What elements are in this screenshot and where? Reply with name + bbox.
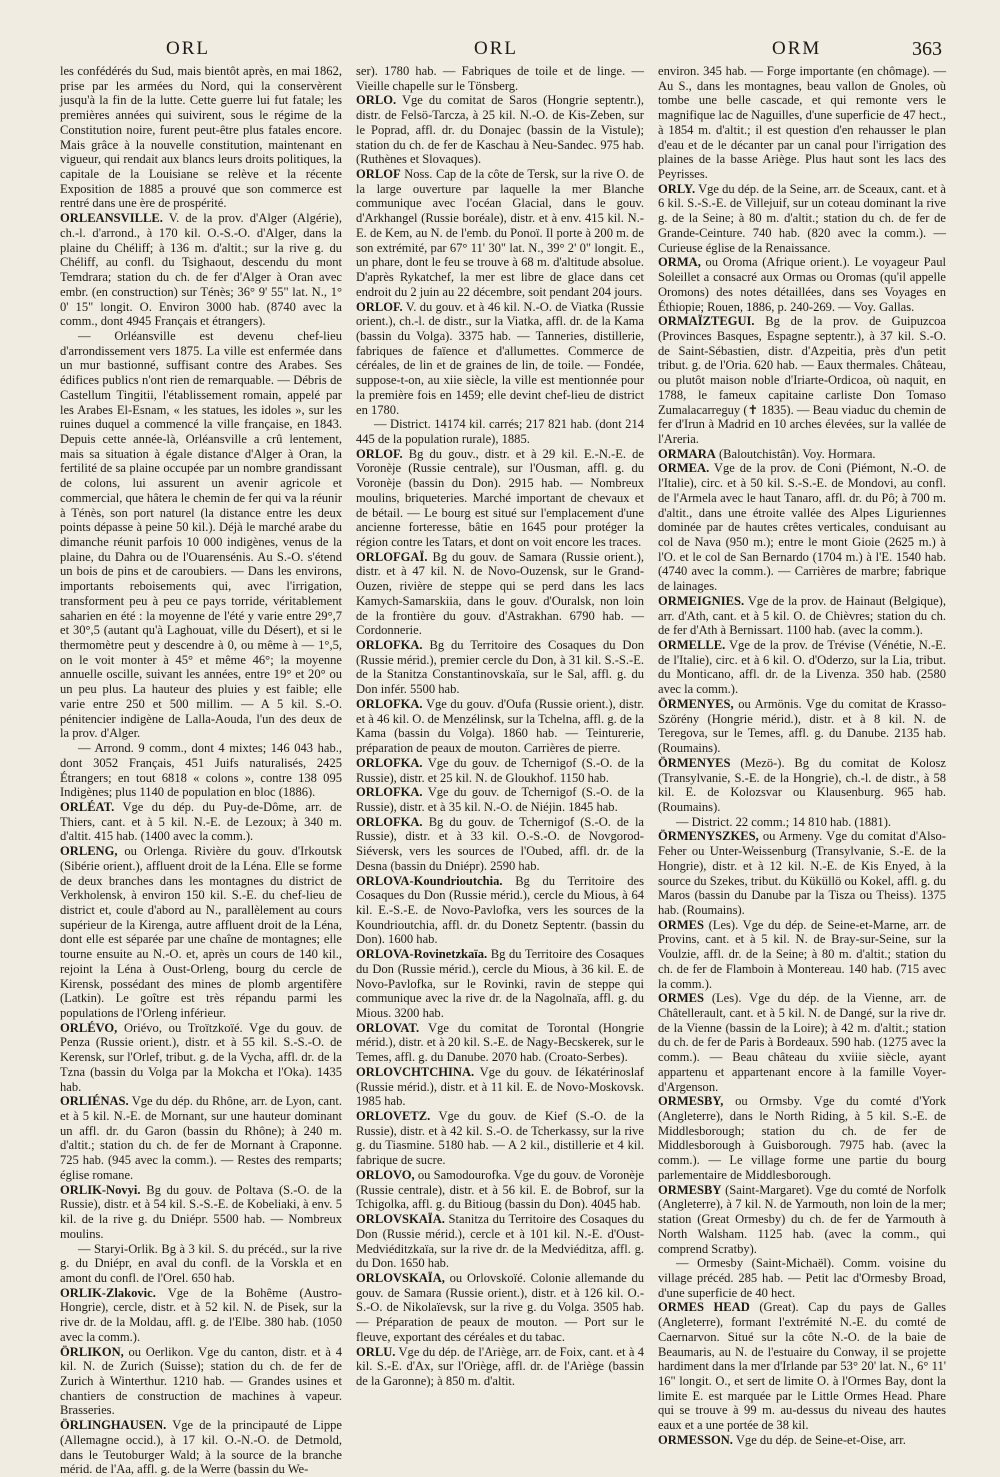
entry-headword: ORMEIGNIES. (658, 593, 745, 608)
entry-text: Vge du dép. de l'Ariège, arr. de Foix, cant. et à 4 kil. S.-E. d'Ax, sur l'Oriège, affl. dr. de l'Ariège (bassin de la Garonne); à 850 m. d'altit. (356, 1344, 644, 1388)
entry-text: — District. 14174 kil. carrés; 217 821 hab. (dont 214 445 de la population rurale), 1885. (356, 417, 644, 446)
entry-headword: ÖRMENYES, (658, 696, 734, 711)
entry-headword: ORLOF (356, 167, 401, 182)
entry-text: (Baloutchistân). Voy. Hormara. (719, 446, 876, 461)
entry-text: environ. 345 hab. — Forge importante (en chômage). — Au S., dans les montagnes, beau vallon de Gnoles, où tombe une belle cascade, et qui remonte vers le magnifique lac de Naguilles, d'une superficie de 47 hect., à 1854 m. d'altit.; il est question d'en rehausser le plan d'eau et de le décanter par un canal pour l'irrigation des plaines de la basse Ariège. Plus haut sont les lacs des Peyrisses. (658, 64, 946, 182)
dictionary-entry (356, 417, 644, 446)
entry-headword: ORLOVSKAÏA, (356, 1270, 445, 1285)
entry-text: Vge du comitat de Torontal (Hongrie mérid.), distr. et à 20 kil. S.-E. de Nagy-Becskerek, sur le Temes, affl. g. du Danube. 2070 hab. (Croato-Serbes). (356, 1020, 644, 1065)
dictionary-entry (356, 447, 644, 550)
entry-text: Vge du comitat de Saros (Hongrie septentr.), distr. de Felsö-Tarcza, à 25 kil. N.-O. de Kis-Zeben, sur le Poprad, affl. dr. du Donajec (bassin de la Vistule); station du ch. de fer de Kaschau à Neu-Sandec. 975 hab. (Ruthènes et Slovaques). (356, 93, 644, 167)
entry-text: ou Samodourofka. Vge du gouv. de Voronèje (Russie centrale), distr. et à 56 kil. E. de Bobrof, sur la Tchigolka, affl. g. du Bitioug (bassin du Don). 4045 hab. (356, 1167, 644, 1212)
entry-headword: ORLOF. (356, 446, 403, 461)
dictionary-entry (60, 741, 342, 800)
entry-text: ou Armeny. Vge du comitat d'Also-Feher ou Unter-Weissenburg (Transylvanie, S.-E. de la Hongrie), distr. et à 12 kil. N.-E. de Kis Enyed, à la source du Szekes, tribut. du Küküllö ou Kokel, affl. g. du Maros (bassin du Danube par la Tisza ou Theiss). 1375 hab. (Roumains). (658, 829, 946, 917)
entry-text: (Les). Vge du dép. de la Vienne, arr. de Châtellerault, cant. et à 5 kil. N. de Dangé, sur la rive dr. de la Vienne (bassin de la Loire); à 42 m. d'altit.; station du ch. de fer de Paris à Bordeaux. 590 hab. (1275 avec la comm.). — Beau château du xviiie siècle, ayant appartenu et appartenant encore à la famille Voyer-d'Argenson. (658, 991, 946, 1094)
dictionary-entry (60, 1242, 342, 1286)
entry-headword: ORMESBY (658, 1182, 722, 1197)
entry-text: Vge de la Bohême (Austro-Hongrie), cercle, distr. et à 52 kil. N. de Pisek, sur la rive dr. de la Moldau, affl. g. de l'Elbe. 380 hab. (1050 avec la comm.). (60, 1285, 342, 1344)
page-number: 363 (912, 38, 942, 60)
dictionary-entry (658, 314, 946, 446)
dictionary-entry (356, 815, 644, 874)
entry-headword: ORLIK-Novyi. (60, 1182, 141, 1197)
dictionary-entry (356, 550, 644, 638)
entry-headword: ORMA, (658, 255, 701, 270)
dictionary-entry (356, 1168, 644, 1212)
entry-headword: ORLOVAT. (356, 1020, 420, 1035)
entry-headword: ORLY. (658, 181, 696, 196)
entry-headword: ORLU. (356, 1344, 396, 1359)
dictionary-entry (60, 64, 342, 211)
dictionary-entry (356, 1271, 644, 1345)
dictionary-entry (658, 697, 946, 756)
entry-text: Vge de la principauté de Lippe (Allemagne occid.), à 17 kil. O.-N.-O. de Detmold, dans le Teutoburger Wald; à la source de la branche mérid. de l'Aa, affl. g. de la Werre (bassin du We- (60, 1418, 342, 1477)
dictionary-entry (60, 844, 342, 1021)
dictionary-entry (658, 829, 946, 917)
dictionary-entry (658, 1256, 946, 1300)
entry-headword: ORLOFKA. (356, 696, 423, 711)
entry-headword: ORLOFKA. (356, 638, 423, 653)
entry-text: (Les). Vge du dép. de Seine-et-Marne, arr. de Provins, cant. et à 5 kil. N. de Bray-sur-Seine, sur la Voulzie, affl. dr. de la Seine; à 80 m. d'altit.; station du ch. de fer de Flamboin à Montereau. 140 hab. (715 avec la comm.). (658, 917, 947, 991)
entry-headword: ÖRMENYES (658, 755, 731, 770)
dictionary-entry (658, 255, 946, 314)
entry-text: ou Oroma (Afrique orient.). Le voyageur Paul Soleillet a consacré aux Ormas ou Oromas (qu'il appelle Oromons) des notes détaillées, dans ses Voyages en Éthiopie; Rouen, 1886, p. 240-269. — Voy. Gallas. (658, 255, 946, 314)
dictionary-entry (658, 1183, 946, 1257)
dictionary-entry (658, 182, 946, 256)
dictionary-entry (60, 800, 342, 844)
dictionary-entry (60, 211, 342, 329)
entry-text: Oriévo, ou Troïtzkoïé. Vge du gouv. de Penza (Russie orient.), distr. et à 55 kil. S.-S.-O. de Kerensk, sur l'Orlef, tribut. g. de la Vycha, affl. dr. de la Tzna (bassin du Volga par la Mokcha et l'Oka). 1435 hab. (60, 1020, 342, 1094)
dictionary-entry (658, 756, 946, 815)
entry-text: ou Oerlikon. Vge du canton, distr. et à 4 kil. N. de Zurich (Suisse); station du ch. de fer de Zurich à Winterthur. 1210 hab. — Grandes usines et chantiers de construction de machines à vapeur. Brasseries. (60, 1344, 342, 1418)
entry-headword: ORLÉVO, (60, 1020, 118, 1035)
dictionary-entry (658, 64, 946, 182)
entry-text: ou Orlenga. Rivière du gouv. d'Irkoutsk (Sibérie orient.), affluent droit de la Léna. Elle se forme de deux branches dans les montagnes du district de Verkholensk, à environ 150 kil. S.-E. du chef-lieu de district et, coule d'abord au N., parallèlement au cours supérieur de la Kirenga, autre affluent droit de la Léna, dont elle est séparée par une chaîne de montagnes; elle tourne ensuite au N.-O. et, après un cours de 140 kil., rejoint la Léna à Oust-Orleng, bourg du cercle de Kirensk, possédant des mines de plomb argentifère (Latkin). Le goître est très répandu parmi les populations de l'Orleng inférieur. (60, 844, 342, 1020)
entry-headword: ORLOF. (356, 299, 403, 314)
dictionary-entry (60, 1345, 342, 1419)
dictionary-entry (60, 1021, 342, 1095)
entry-headword: ORLOFGAÏ. (356, 549, 428, 564)
dictionary-entry (356, 756, 644, 785)
dictionary-entry (658, 918, 946, 992)
entry-text: Vge du gouv. de Tchernigof (S.-O. de la Russie), distr. et 25 kil. N. de Gloukhof. 1150 hab. (356, 755, 644, 785)
dictionary-entry (356, 697, 644, 756)
dictionary-entry (60, 1418, 342, 1477)
entry-text: Bg du gouv., distr. et à 29 kil. E.-N.-E. de Voronèje (Russie centrale), sur l'Ousman, affl. g. du Voronèje (bassin du Don). 2915 hab. — Nombreux moulins, briqueteries. Marché important de chevaux et de bétail. — Le bourg est situé sur l'emplacement d'une ancienne forteresse, bâtie en 1645 pour protéger la région contre les Tatars, et dont on voit encore les traces. (356, 446, 644, 549)
entry-text: Vge du gouv. de Kief (S.-O. de la Russie), distr. et à 42 kil. S.-O. de Tcherkassy, sur la rive g. du Tiasmine. 5180 hab. — A 2 kil., distillerie et 4 kil. fabrique de sucre. (356, 1109, 644, 1168)
entry-headword: ORLOVA-Rovinetzkaïa. (356, 947, 488, 962)
dictionary-entry (658, 638, 946, 697)
entry-text: — Orléansville est devenu chef-lieu d'arrondissement vers 1875. La ville est enfermée dans un mur bastionné, suffisant contre des Arabes. Ses édifices publics n'ont rien de remarquable. — Débris de Castellum Tingitii, l'établissement romain, appelé par les Arabes El-Esnam, « les statues, les idoles », sur les ruines duquel a commencé la ville française, en 1843. Depuis cette année-là, Orléansville a crû lentement, mais sa situation à égale distance d'Alger à Oran, la fertilité de sa plaine occupée par un nombre grandissant de colons, lui assurent un avenir agricole et commercial, que hâtera le chemin de fer qui va la réunir à Ténès, son port naturel (la distance entre les deux points dépasse à peine 50 kil.). Déjà le marché arabe du dimanche réunit parfois 10 000 indigènes, venus de la plaine, du Dahra ou de l'Ouarensénis. Au S.-O. s'étend un bois de pins et de caroubiers. — Dans les environs, importants reboisements qui, avec l'irrigation, transforment peu à peu ce pays torride, véritablement saharien en été : la moyenne de l'été y varie entre 29°,7 et 30°,5 (autant qu'à Laghouat, ville du Désert), et si le thermomètre peut y descendre à 0, ou même à — 1°,5, on le voit monter à 45° et même 46°; la moyenne annuelle oscille, suivant les années, entre 19° et 20° ou un peu plus. La hauteur des pluies y est faible; elle varie entre 250 et 500 millim. — A 5 kil. S.-O. pénitencier indigène de Lalla-Aouda, l'un des deux de la prov. d'Alger. (60, 328, 342, 741)
entry-text: ser). 1780 hab. — Fabriques de toile et de linge. — Vieille chapelle sur le Tönsberg. (356, 64, 644, 93)
entry-headword: ORLOVO, (356, 1167, 415, 1182)
entry-text: Vge de la prov. de Hainaut (Belgique), arr. d'Ath, cant. et à 5 kil. O. de Chièvres; station du ch. de fer d'Ath à Bernissart. 1100 hab. (avec la comm.). (658, 593, 946, 638)
dictionary-entry (658, 1300, 946, 1432)
entry-text: V. de la prov. d'Alger (Algérie), ch.-l. d'arrond., à 170 kil. O.-S.-O. d'Alger, dans la plaine du Chéliff; à 136 m. d'altit.; sur la rive g. du Chéliff, au confl. du Tsighaout, descendu du mont Temdrara; station du ch. de fer d'Alger à Oran avec embr. (en construction) sur Ténès; 36° 9' 55" lat. N., 1° 0' 15" longit. O. Environ 3000 hab. (8740 avec la comm., dont 4945 Français et étrangers). (60, 211, 342, 329)
dictionary-entry (356, 64, 644, 93)
entry-headword: ORLOFKA. (356, 785, 423, 800)
text-column-1 (60, 64, 342, 1477)
entry-headword: ORMAÏZTEGUI. (658, 314, 755, 329)
entry-headword: ORLO. (356, 93, 397, 108)
dictionary-entry (356, 1212, 644, 1271)
entry-text: Bg du Territoire des Cosaques du Don (Russie mérid.), premier cercle du Don, à 31 kil. S.-S.-E. de la Stanitza Constantinovskaïa, sur le Sal, affl. g. du Don infér. 5500 hab. (356, 638, 644, 697)
entry-headword: ORLOVA-Koundrioutchia. (356, 873, 503, 888)
running-head-middle: ORL (474, 38, 518, 59)
entry-headword: ORLIÉNAS. (60, 1094, 129, 1109)
entry-text: Vge du dép. de Seine-et-Oise, arr. (735, 1432, 906, 1447)
entry-text: Vge de la prov. de Coni (Piémont, N.-O. de l'Italie), circ. et à 50 kil. S.-S.-E. de Mondovi, au confl. de l'Armela avec le haut Tanaro, affl. dr. du Pô; à 700 m. d'altit., dans une étroite vallée des Alpes Liguriennes dominée par de hautes crêtes verticales, conduisant au col de Nava (950 m.); entre le mont Gioie (2625 m.) à l'O. et le col de San Bernardo (1704 m.) à l'E. 1540 hab. (4740 avec la comm.). — Carrières de marbre; fabrique de lainages. (658, 461, 946, 594)
entry-text: (Mezö-). Bg du comitat de Kolosz (Transylvanie, S.-E. de la Hongrie), ch.-l. de distr., à 58 kil. E. de Kolozsvar ou Klausenburg. 965 hab. (Roumains). (658, 755, 946, 814)
entry-text: ou Orlovskoïé. Colonie allemande du gouv. de Samara (Russie orient.), distr. et à 126 kil. O.-S.-O. de Nikolaïevsk, sur la rive g. du Volga. 3505 hab. — Préparation de peaux de mouton. — Port sur le fleuve, exportant des céréales et du tabac. (356, 1270, 644, 1344)
entry-headword: ORLOFKA. (356, 814, 423, 829)
entry-text: Bg du gouv. de Poltava (S.-O. de la Russie), distr. et à 54 kil. S.-S.-E. de Kobeliaki, à env. 5 kil. de la rive g. du Dniépr. 5500 hab. — Nombreux moulins. (60, 1182, 342, 1241)
entry-headword: ORLENG, (60, 844, 118, 859)
entry-headword: ORLÉAT. (60, 799, 115, 814)
entry-headword: ORMES (658, 991, 705, 1006)
entry-text: les confédérés du Sud, mais bientôt après, en mai 1862, prise par les armées du Nord, qui la conservèrent jusqu'à la fin de la lutte. Cette guerre lui fut fatale; les premières années qui suivirent, sous le régime de la Constitution noire, furent peut-être plus fatales encore. Mais grâce à la nouvelle constitution, maintenant en vigueur, qui rendait aux blancs leurs droits politiques, la capitale de la Louisiane se relève et la récente Exposition de 1885 a prouvé que son commerce est rentré dans une ère de prospérité. (60, 64, 342, 211)
dictionary-entry (60, 329, 342, 741)
entry-headword: ÖRLINGHAUSEN. (60, 1418, 167, 1433)
entry-headword: ORMES HEAD (658, 1300, 750, 1315)
dictionary-entry (356, 167, 644, 299)
dictionary-entry (658, 1094, 946, 1182)
dictionary-entry (658, 447, 946, 462)
entry-text: Bg du Territoire des Cosaques du Don (Russie mérid.), cercle du Mious, à 64 kil. E.-S.-E. de Novo-Pavlofka, vers les sources de la Koundrioutchia, affl. dr. du Donetz Septentr. (bassin du Don). 1600 hab. (356, 873, 644, 947)
entry-text: V. du gouv. et à 46 kil. N.-O. de Viatka (Russie orient.), ch.-l. de distr., sur la Viatka, affl. dr. de la Kama (bassin du Volga). 3375 hab. — Tanneries, distillerie, fabriques de faïence et d'allumettes. Commerce de céréales, de lin et de graines de lin, de toile. — Fondée, suppose-t-on, au xiie siècle, la ville est mentionnée pour la première fois en 1459; elle devint chef-lieu de district en 1780. (356, 299, 644, 417)
entry-headword: ORMEA. (658, 461, 710, 476)
entry-text: Vge du gouv. de Tchernigof (S.-O. de la Russie), distr. et à 35 kil. N.-O. de Niéjin. 1845 hab. (356, 785, 644, 814)
entry-text: — Arrond. 9 comm., dont 4 mixtes; 146 043 hab., dont 3052 Français, 451 Juifs naturalisés, 2425 Étrangers; en tout 6818 « colons », contre 138 095 Indigènes; plus 1140 de population en bloc (1886). (60, 741, 342, 800)
entry-text: Vge du gouv. de Iékatérinoslaf (Russie mérid.), distr. et à 11 kil. E. de Novo-Moskovsk. 1985 hab. (356, 1064, 644, 1109)
entry-headword: ORMES (658, 917, 705, 932)
dictionary-entry (60, 1183, 342, 1242)
dictionary-entry (356, 1021, 644, 1065)
dictionary-entry (658, 461, 946, 593)
entry-text: Stanitza du Territoire des Cosaques du Don (Russie mérid.), cercle et à 101 kil. N.-E. d'Oust-Medviéditzkaïa, sur la rive dr. de la Medviéditza, affl. g. du Don. 1650 hab. (356, 1212, 644, 1271)
entry-text: Noss. Cap de la côte de Tersk, sur la rive O. de la large ouverture par laquelle la mer Blanche communique avec l'océan Glacial, dans le gouv. d'Arkhangel (Russie boréale), distr. et à env. 415 kil. N.-E. de Kem, au N. de l'emb. du Ponoï. Il porte à 200 m. de son extrémité, par 67° 11' 30" lat. N., 39° 2' 0" longit. E., un phare, dont le feu se trouve à 68 m. d'altitude absolue. D'après Rykatchef, la mer est libre de glace dans cet endroit du 2 juin au 22 décembre, soit pendant 204 jours. (356, 167, 644, 299)
dictionary-entry (658, 991, 946, 1094)
text-column-2 (356, 64, 645, 1388)
dictionary-entry (356, 947, 644, 1021)
dictionary-entry (658, 1433, 946, 1448)
entry-text: — Ormesby (Saint-Michaël). Comm. voisine du village précéd. 285 hab. — Petit lac d'Ormesby Broad, d'une superficie de 40 hect. (658, 1256, 946, 1300)
entry-headword: ORMESBY, (658, 1094, 724, 1109)
entry-text: Vge du gouv. d'Oufa (Russie orient.), distr. et à 46 kil. O. de Menzélinsk, sur la Tchelna, affl. g. de la Kama (bassin du Volga). 1860 hab. — Teinturerie, préparation de peaux de mouton. Carrières de pierre. (356, 696, 644, 756)
dictionary-entry (60, 1286, 342, 1345)
entry-text: Vge du dép. du Rhône, arr. de Lyon, cant. et à 5 kil. N.-E. de Mornant, sur une hauteur dominant un affl. dr. du Garon (bassin du Rhône); à 240 m. d'altit.; station du ch. de fer de Mornant à Craponne. 725 hab. (945 avec la comm.). — Restes des remparts; église romane. (60, 1094, 342, 1182)
dictionary-entry (356, 638, 644, 697)
entry-text: Vge de la prov. de Trévise (Vénétie, N.-E. de l'Italie), circ. et à 6 kil. O. d'Oderzo, sur la Lia, tribut. du Monticano, affl. dr. de la Livenza. 350 hab. (2580 avec la comm.). (658, 638, 946, 697)
dictionary-entry (356, 93, 644, 167)
dictionary-entry (356, 1065, 644, 1109)
entry-headword: ORLIK-Zlakovic. (60, 1285, 156, 1300)
entry-text: Vge du dép. du Puy-de-Dôme, arr. de Thiers, cant. et à 5 kil. N.-E. de Lezoux; à 340 m. d'altit. 415 hab. (1400 avec la comm.). (60, 799, 342, 844)
dictionary-entry (356, 1345, 644, 1389)
entry-headword: ÖRMENYSZKES, (658, 829, 759, 844)
dictionary-entry (60, 1094, 342, 1182)
running-head-left: ORL (166, 38, 210, 59)
dictionary-entry (356, 1109, 644, 1168)
running-head-right: ORM (772, 38, 822, 59)
entry-text: Bg du gouv. de Tchernigof (S.-O. de la Russie), distr. et à 33 kil. O.-S.-O. de Novgorod-Siéversk, vers les sources de l'Oubed, affl. dr. de la Desna (bassin du Dniépr). 2590 hab. (356, 814, 645, 873)
entry-headword: ORMELLE. (658, 638, 726, 653)
entry-headword: ÖRLIKON, (60, 1344, 124, 1359)
entry-headword: ORLOVCHTCHINA. (356, 1064, 475, 1079)
entry-text: — Staryi-Orlik. Bg à 3 kil. S. du précéd., sur la rive g. du Dniépr, en aval du confl. de la Vorskla et en amont du confl. de l'Orel. 650 hab. (60, 1241, 342, 1285)
entry-headword: ORLOVSKAÏA. (356, 1212, 445, 1227)
dictionary-entry (356, 874, 644, 948)
dictionary-entry (356, 300, 644, 418)
entry-headword: ORLOVETZ. (356, 1109, 431, 1124)
entry-text: (Saint-Margaret). Vge du comté de Norfolk (Angleterre), à 7 kil. N. de Yarmouth, non loin de la mer; station (Great Ormesby) du ch. de fer de Yarmouth à North Walsham. 1125 hab. (avec la comm., qui comprend Scratby). (658, 1182, 946, 1256)
dictionary-entry (658, 594, 946, 638)
entry-text: ou Armönis. Vge du comitat de Krasso-Szörény (Hongrie mérid.), distr. et à 8 kil. N. de Teregova, sur le Temes, affl. g. du Danube. 2135 hab. (Roumains). (658, 696, 947, 756)
dictionary-entry (356, 785, 644, 814)
entry-text: ou Ormsby. Vge du comté d'York (Angleterre), dans le North Riding, à 5 kil. S.-E. de Middlesborough; station du ch. de fer de Middlesborough à Guisborough. 7975 hab. (avec la comm.). — Le village forme une partie du bourg parlementaire de Middlesborough. (658, 1094, 946, 1182)
text-column-3 (658, 64, 947, 1447)
entry-text: Bg de la prov. de Guipuzcoa (Provinces Basques, Espagne septentr.), à 37 kil. S.-O. de Saint-Sébastien, distr. d'Azpeitia, près d'un petit tribut. g. de l'Oria. 620 hab. — Eaux thermales. Château, ou plutôt maison noble d'Iriarte-Ordicoa, où naquit, en 1788, le fameux capitaine carliste Don Tomaso Zumalacarreguy (✝ 1835). — Beau viaduc du chemin de fer d'Irun à Madrid en 10 arches élevées, sur la vallée de l'Areria. (658, 314, 946, 446)
entry-text: Bg du gouv. de Samara (Russie orient.), distr. et à 47 kil. N. de Novo-Ouzensk, sur le Grand-Ouzen, rivière de steppe qui se perd dans les lacs Kamych-Samarskiia, dans le gouv. d'Ouralsk, non loin de la frontière du gouv. d'Astrakhan. 6790 hab. — Cordonnerie. (356, 549, 645, 638)
entry-headword: ORLOFKA. (356, 755, 423, 770)
entry-text: (Great). Cap du pays de Galles (Angleterre), formant l'extrémité N.-E. du comté de Caernarvon. Situé sur la côte N.-O. de la baie de Beaumaris, au N. de l'estuaire du Conway, il se projette hardiment dans la mer d'Irlande par 53° 20' lat. N., 6° 11' 16" longit. O., et sert de limite O. à l'Ormes Bay, dont la limite E. est marquée par le Little Ormes Head. Phare qui se trouve à 99 m. au-dessus du niveau des hautes eaux et a une portée de 38 kil. (658, 1300, 946, 1433)
entry-text: Bg du Territoire des Cosaques du Don (Russie mérid.), cercle du Mious, à 36 kil. E. de Novo-Pavlofka, sur le Rovinki, ravin de steppe qui communique avec la rive dr. de la Nagolnaïa, affl. g. du Mious. 3200 hab. (356, 947, 644, 1020)
dictionary-entry (658, 815, 946, 830)
entry-text: — District. 22 comm.; 14 810 hab. (1881). (676, 814, 892, 829)
entry-headword: ORLEANSVILLE. (60, 211, 163, 226)
entry-headword: ORMARA (658, 446, 716, 461)
entry-headword: ORMESSON. (658, 1432, 733, 1447)
entry-text: Vge du dép. de la Seine, arr. de Sceaux, cant. et à 6 kil. S.-S.-E. de Villejuif, sur un coteau dominant la rive g. de la Seine; à 80 m. d'altit.; station du ch. de fer de Grande-Ceinture. 740 hab. (820 avec la comm.). — Curieuse église de la Renaissance. (658, 181, 946, 255)
